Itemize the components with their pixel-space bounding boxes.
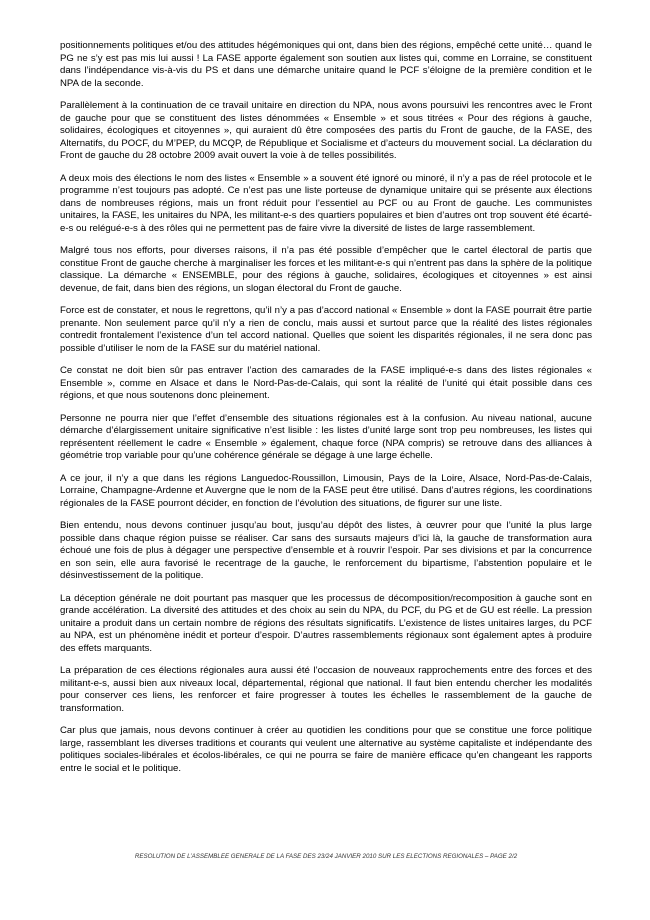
paragraph: positionnements politiques et/ou des attitudes hégémoniques qui ont, dans bien des régions, empêché cette unité… quand le PG ne s’y est pas mis lui aussi ! La FASE apporte également son soutien aux listes qui, comme en Lorraine, se constituent dans l’indépendance vis-à-vis du PS et dans une démarche unitaire quand le PCF s’éloigne de la première condition et le NPA de la seconde.: [60, 40, 592, 89]
page-footer: RESOLUTION DE L’ASSEMBLEE GENERALE DE LA FASE DES 23/24 JANVIER 2010 SUR LES ELECTIONS REGIONALES – PAGE 2/2: [134, 853, 518, 860]
paragraph: Bien entendu, nous devons continuer jusqu’au bout, jusqu’au dépôt des listes, à œuvrer pour que l’unité la plus large possible dans chaque région puisse se réaliser. Car sans des sursauts majeurs d’ici là, la gauche de transformation aura échoué une fois de plus à dégager une perspective d’ensemble et à rouvrir l’espoir. Par ses divisions et par la concurrence en son sein, elle aura favorisé le recentrage de la gauche, le renforcement du bipartisme, l’abstention populaire et le désinvestissement de la politique.: [60, 520, 592, 581]
paragraph: Parallèlement à la continuation de ce travail unitaire en direction du NPA, nous avons poursuivi les rencontres avec le Front de gauche pour que se constituent des listes dénommées « Ensemble » et sous titrées « Pour des régions à gauche, solidaires, écologiques et citoyennes », qui auraient dû être composées des partis du Front de gauche, de la FASE, des Alternatifs, du POCF, du M’PEP, du MCQP, de République et Socialisme et d’acteurs du mouvement social. La déclaration du Front de gauche du 28 octobre 2009 avait ouvert la voie à de telles possibilités.: [60, 100, 592, 161]
paragraph: Ce constat ne doit bien sûr pas entraver l’action des camarades de la FASE impliqué-e-s dans des listes régionales « Ensemble », comme en Alsace et dans le Nord-Pas-de-Calais, qui sont la réalité de l’unité qui était possible dans ces régions, et que nous soutenons donc pleinement.: [60, 365, 592, 401]
paragraph: La préparation de ces élections régionales aura aussi été l’occasion de nouveaux rapprochements entre des forces et des militant-e-s, aussi bien aux niveaux local, départemental, régional que national. Il faut bien entendu chercher les modalités pour conserver ces liens, les renforcer et faire progresser à toutes les échelles le rassemblement de la gauche de transformation.: [60, 665, 592, 714]
paragraph: Personne ne pourra nier que l’effet d’ensemble des situations régionales est à la confusion. Au niveau national, aucune démarche d’élargissement unitaire significative n’est lisible : les listes d’unité large sont trop peu nombreuses, les listes qui représentent réellement le cadre « Ensemble » également, chaque force (NPA compris) se retrouve dans des alliances à géométrie trop variable pour qu’une cohérence générale se dégage à une large échelle.: [60, 412, 592, 461]
paragraph: La déception générale ne doit pourtant pas masquer que les processus de décomposition/recomposition à gauche sont en grande accélération. La diversité des attitudes et des choix au sein du NPA, du PCF, du PG et de GU est réelle. La pression unitaire a produit dans un certain nombre de régions des résultats significatifs. L’existence de listes unitaires larges, du PCF au NPA, est un phénomène inédit et porteur d’espoir. D’autres rassemblements régionaux sont également aptes à produire des effets marquants.: [60, 592, 592, 654]
paragraph: Malgré tous nos efforts, pour diverses raisons, il n’a pas été possible d’empêcher que le cartel électoral de partis que constitue Front de gauche cherche à marginaliser les forces et les militant-e-s qui n’entrent pas dans la sphère de la politique classique. La démarche « ENSEMBLE, pour des régions à gauche, solidaires, écologiques et citoyennes » est ainsi devenue, de fait, dans bien des régions, un slogan électoral du Front de gauche.: [60, 245, 592, 294]
paragraph: Force est de constater, et nous le regrettons, qu’il n’y a pas d’accord national « Ensemble » dont la FASE pourrait être partie prenante. Non seulement parce qu’il n’y a rien de conclu, mais aussi et surtout parce que la réalité des listes régionales contredit frontalement l’existence d’un tel accord national. Quelles que soient les disparités régionales, il ne sera donc pas possible d’utiliser le nom de la FASE sur du matériel national.: [60, 305, 592, 354]
paragraph: A deux mois des élections le nom des listes « Ensemble » a souvent été ignoré ou minoré, il n’y a pas de réel protocole et le programme n’est toujours pas adopté. Ce n’est pas une liste porteuse de dynamique unitaire qui se présente aux élections dans de nombreuses régions, mais un front réduit pour l’essentiel au PCF ou au Front de gauche. Les communistes unitaires, la FASE, les unitaires du NPA, les militant-e-s des quartiers populaires et bien d’autres ont trop souvent été écarté-e-s ou relégué-e-s à des rôles qui ne permettent pas de faire vivre la diversité de listes de large rassemblement.: [60, 172, 592, 234]
document-body: [60, 40, 592, 785]
paragraph: Car plus que jamais, nous devons continuer à créer au quotidien les conditions pour que se constitue une force politique large, rassemblant les diverses traditions et courants qui veulent une alternative au système capitaliste et indépendante des politiques sociales-libérales et écolos-libérales, ce qui ne pourra se faire de manière efficace qu’en changeant les rapports entre le social et le politique.: [60, 725, 592, 774]
paragraph: A ce jour, il n’y a que dans les régions Languedoc-Roussillon, Limousin, Pays de la Loire, Alsace, Nord-Pas-de-Calais, Lorraine, Champagne-Ardenne et Auvergne que le nom de la FASE peut être utilisé. Dans d’autres régions, les coordinations régionales de la FASE pourront décider, en fonction de l’évolution des situations, de figurer sur une liste.: [60, 472, 592, 509]
